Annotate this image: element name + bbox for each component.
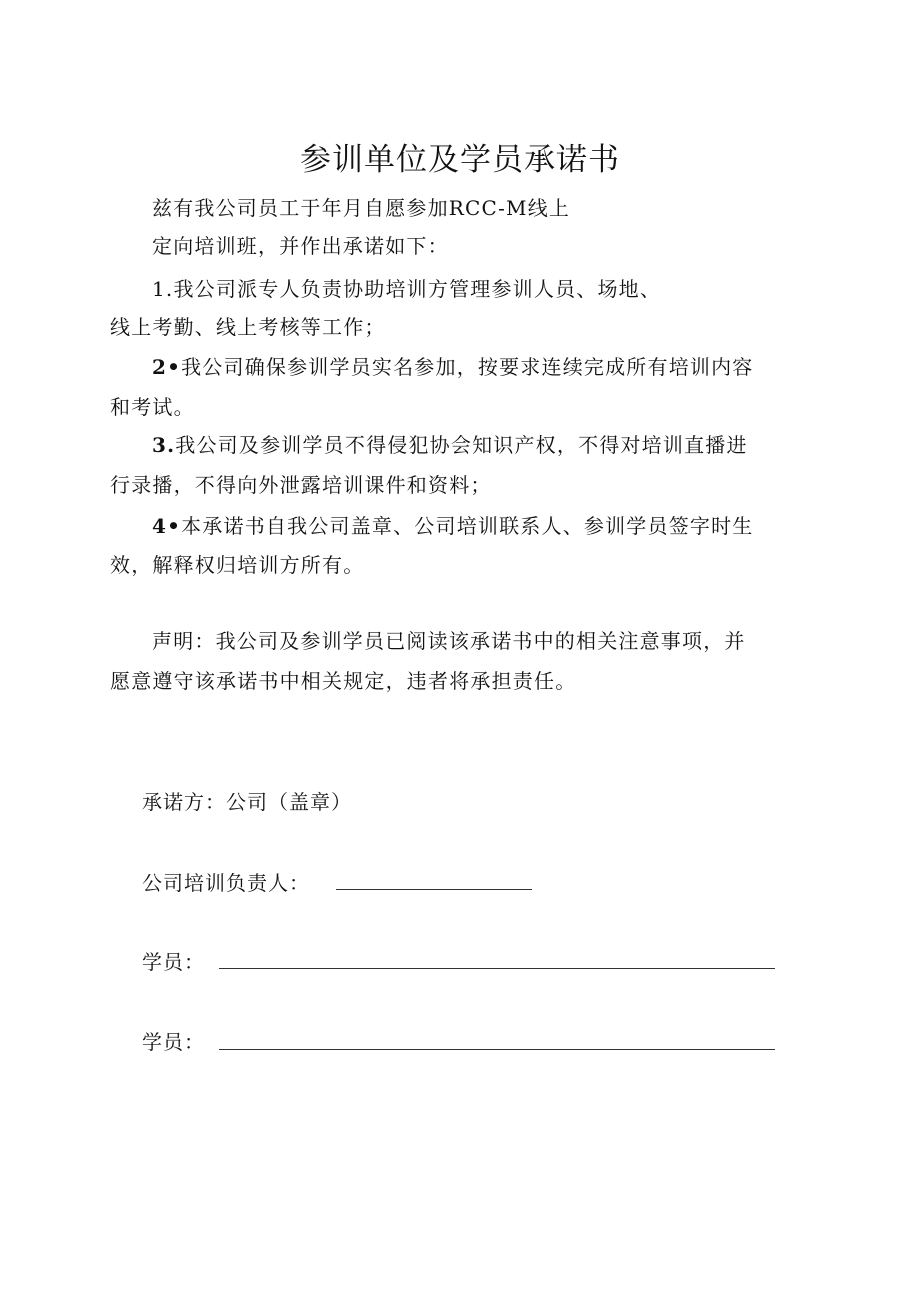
intro-line-1: 兹有我公司员工于年月自愿参加RCC-M线上 (152, 196, 571, 220)
item-3-line-2: 行录播，不得向外泄露培训课件和资料； (110, 473, 492, 497)
declaration-line-1: 声明：我公司及参训学员已阅读该承诺书中的相关注意事项，并 (152, 629, 746, 653)
intro-line-2: 定向培训班，并作出承诺如下： (152, 234, 449, 258)
item-1-text: 我公司派专人负责协助培训方管理参训人员、场地、 (173, 277, 662, 301)
item-2-number: 2• (152, 355, 182, 379)
item-1-line-2: 线上考勤、线上考核等工作； (110, 315, 386, 339)
item-1-number: 1. (152, 277, 174, 301)
signature-student-2-line[interactable] (219, 1049, 775, 1050)
signature-trainer-label: 公司培训负责人： (142, 871, 310, 895)
document-title: 参训单位及学员承诺书 (300, 142, 620, 178)
signature-student-2-label: 学员： (142, 1030, 205, 1054)
declaration-line-2: 愿意遵守该承诺书中相关规定，违者将承担责任。 (110, 669, 577, 693)
item-2-line-1 (152, 352, 754, 382)
item-4-line-1 (152, 511, 754, 541)
item-1-line-1 (152, 274, 661, 304)
item-2-text: 我公司确保参训学员实名参加，按要求连续完成所有培训内容 (181, 355, 754, 379)
item-4-number: 4• (152, 514, 182, 538)
signature-trainer-line[interactable] (336, 889, 532, 890)
item-4-text: 本承诺书自我公司盖章、公司培训联系人、参训学员签字时生 (181, 514, 754, 538)
signature-student-1-line[interactable] (219, 968, 775, 969)
item-2-line-2: 和考试。 (110, 395, 195, 419)
item-3-text: 我公司及参训学员不得侵犯协会知识产权，不得对培训直播进 (175, 433, 748, 457)
item-3-number: 3. (152, 433, 176, 457)
item-3-line-1 (152, 430, 748, 460)
item-4-line-2: 效，解释权归培训方所有。 (110, 553, 365, 577)
signature-party-label: 承诺方：公司（盖章） (142, 790, 352, 814)
signature-student-1-label: 学员： (142, 950, 205, 974)
